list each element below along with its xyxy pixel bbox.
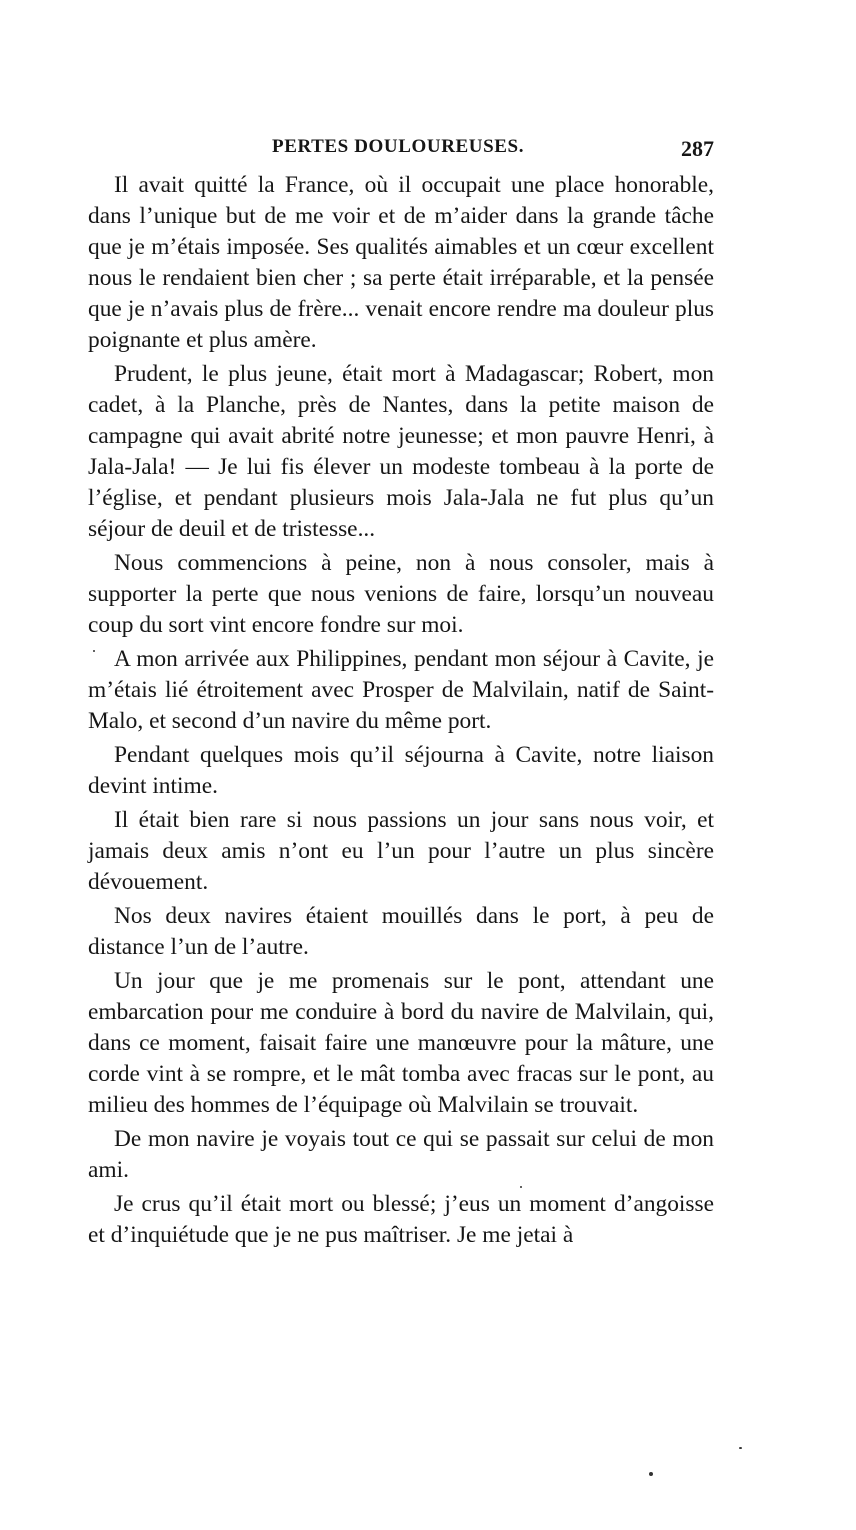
paper-speck [649, 1472, 653, 1476]
paragraph-4: A mon arrivée aux Philippines, pendant mon séjour à Cavite, je m’étais lié étroitement avec Prosper de Malvilain, natif de Saint-Malo, et second d’un navire du même port. [88, 646, 714, 734]
paragraph-1: Il avait quitté la France, où il occupait une place honorable, dans l’unique but de me voir et de m’aider dans la grande tâche que je m’étais imposée. Ses qualités aimables et un cœur excellent nous le rendaient bien cher ; sa perte était irréparable, et la pensée que je n’avais plus de frère... venait encore rendre ma douleur plus poignante et plus amère. [88, 172, 714, 353]
page-header [116, 136, 714, 166]
body-text [88, 170, 714, 1251]
paper-speck [739, 1447, 742, 1449]
page-number: 287 [681, 136, 714, 161]
paragraph-8: Un jour que je me promenais sur le pont, attendant une embarcation pour me conduire à bord du navire de Malvilain, qui, dans ce moment, faisait faire une manœuvre pour la mâture, une corde vint à se rompre, et le mât tomba avec fracas sur le pont, au milieu des hommes de l’équipage où Malvilain se trouvait. [88, 968, 714, 1118]
paper-speck [520, 1186, 522, 1188]
paragraph-5: Pendant quelques mois qu’il séjourna à Cavite, notre liaison devint intime. [88, 742, 714, 799]
paragraph-9: De mon navire je voyais tout ce qui se passait sur celui de mon ami. [88, 1126, 714, 1183]
paragraph-6: Il était bien rare si nous passions un jour sans nous voir, et jamais deux amis n’ont eu l’un pour l’autre un plus sincère dévouement. [88, 807, 714, 895]
paragraph-7: Nos deux navires étaient mouillés dans le port, à peu de distance l’un de l’autre. [88, 903, 714, 960]
paragraph-3: Nous commencions à peine, non à nous consoler, mais à supporter la perte que nous venions de faire, lorsqu’un nouveau coup du sort vint encore fondre sur moi. [88, 550, 714, 638]
running-head: PERTES DOULOUREUSES. [272, 136, 525, 157]
paragraph-2: Prudent, le plus jeune, était mort à Madagascar; Robert, mon cadet, à la Planche, près de Nantes, dans la petite maison de campagne qui avait abrité notre jeunesse; et mon pauvre Henri, à Jala-Jala! — Je lui fis élever un modeste tombeau à la porte de l’église, et pendant plusieurs mois Jala-Jala ne fut plus qu’un séjour de deuil et de tristesse... [88, 361, 714, 542]
paper-speck [93, 650, 95, 652]
paragraph-10: Je crus qu’il était mort ou blessé; j’eus un moment d’angoisse et d’inquiétude que je ne pus maîtriser. Je me jetai à [88, 1191, 714, 1248]
